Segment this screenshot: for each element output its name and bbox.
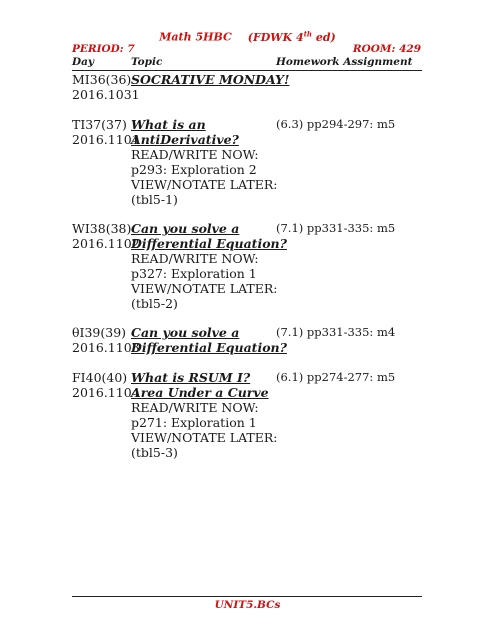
topic-title: What is an: [131, 117, 206, 132]
day-code: WI38(38): [72, 221, 132, 236]
topic-note: VIEW/NOTATE LATER:: [131, 281, 278, 296]
day-date: 2016.1101: [72, 132, 140, 147]
header-divider: [72, 70, 422, 71]
topic-title: AntiDerivative?: [131, 132, 239, 147]
course-name: Math 5HBC: [159, 30, 232, 44]
day-date: 2016.1102: [72, 236, 140, 251]
unit-label: UNIT5.BCs: [214, 599, 281, 611]
topic-note: (tbl5-1): [131, 192, 178, 207]
day-code: TI37(37): [72, 117, 127, 132]
entry-topic: [131, 221, 287, 311]
topic-note: READ/WRITE NOW:: [131, 251, 259, 266]
entry-day: [72, 117, 140, 147]
topic-title: What is RSUM I?: [131, 370, 251, 385]
day-code: θI39(39): [72, 325, 127, 340]
day-date: 2016.1031: [72, 87, 140, 102]
topic-note: p293: Exploration 2: [131, 162, 257, 177]
day-date: 2016.1103: [72, 340, 140, 355]
column-header-homework: Homework Assignment: [276, 56, 413, 68]
topic-title: Can you solve a: [131, 221, 240, 236]
entry-topic: [131, 325, 287, 355]
entry-day: [72, 221, 140, 251]
day-date: 2016.1104: [72, 385, 140, 400]
topic-note: READ/WRITE NOW:: [131, 400, 259, 415]
topic-note: VIEW/NOTATE LATER:: [131, 177, 278, 192]
day-code: MI36(36): [72, 72, 132, 87]
entry-homework: (7.1) pp331-335: m4: [276, 325, 396, 339]
entry-topic: [131, 117, 281, 207]
topic-note: p271: Exploration 1: [131, 415, 257, 430]
day-code: FI40(40): [72, 370, 128, 385]
topic-title: Differential Equation?: [131, 236, 287, 251]
entry-day: [72, 325, 140, 355]
topic-note: VIEW/NOTATE LATER:: [131, 430, 278, 445]
topic-note: (tbl5-3): [131, 445, 178, 460]
entry-homework: (6.3) pp294-297: m5: [276, 117, 396, 131]
topic-note: READ/WRITE NOW:: [131, 147, 259, 162]
course-title: [0, 29, 495, 44]
room-label: ROOM: 429: [352, 43, 421, 55]
topic-title: Area Under a Curve: [131, 385, 269, 400]
period-label: PERIOD: 7: [72, 43, 135, 55]
entry-day: [72, 72, 140, 102]
textbook-edition: (FDWK 4th ed): [247, 29, 336, 44]
entry-topic: [131, 72, 290, 87]
topic-title: SOCRATIVE MONDAY!: [131, 72, 290, 87]
entry-day: [72, 370, 140, 400]
topic-note: p327: Exploration 1: [131, 266, 257, 281]
topic-title: Differential Equation?: [131, 340, 287, 355]
topic-title: Can you solve a: [131, 325, 240, 340]
footer-divider: [72, 596, 422, 597]
entry-homework: (7.1) pp331-335: m5: [276, 221, 396, 235]
entry-topic: [131, 370, 281, 460]
column-header-day: Day: [72, 56, 95, 68]
topic-note: (tbl5-2): [131, 296, 178, 311]
column-header-topic: Topic: [131, 56, 163, 68]
entry-homework: (6.1) pp274-277: m5: [276, 370, 396, 384]
